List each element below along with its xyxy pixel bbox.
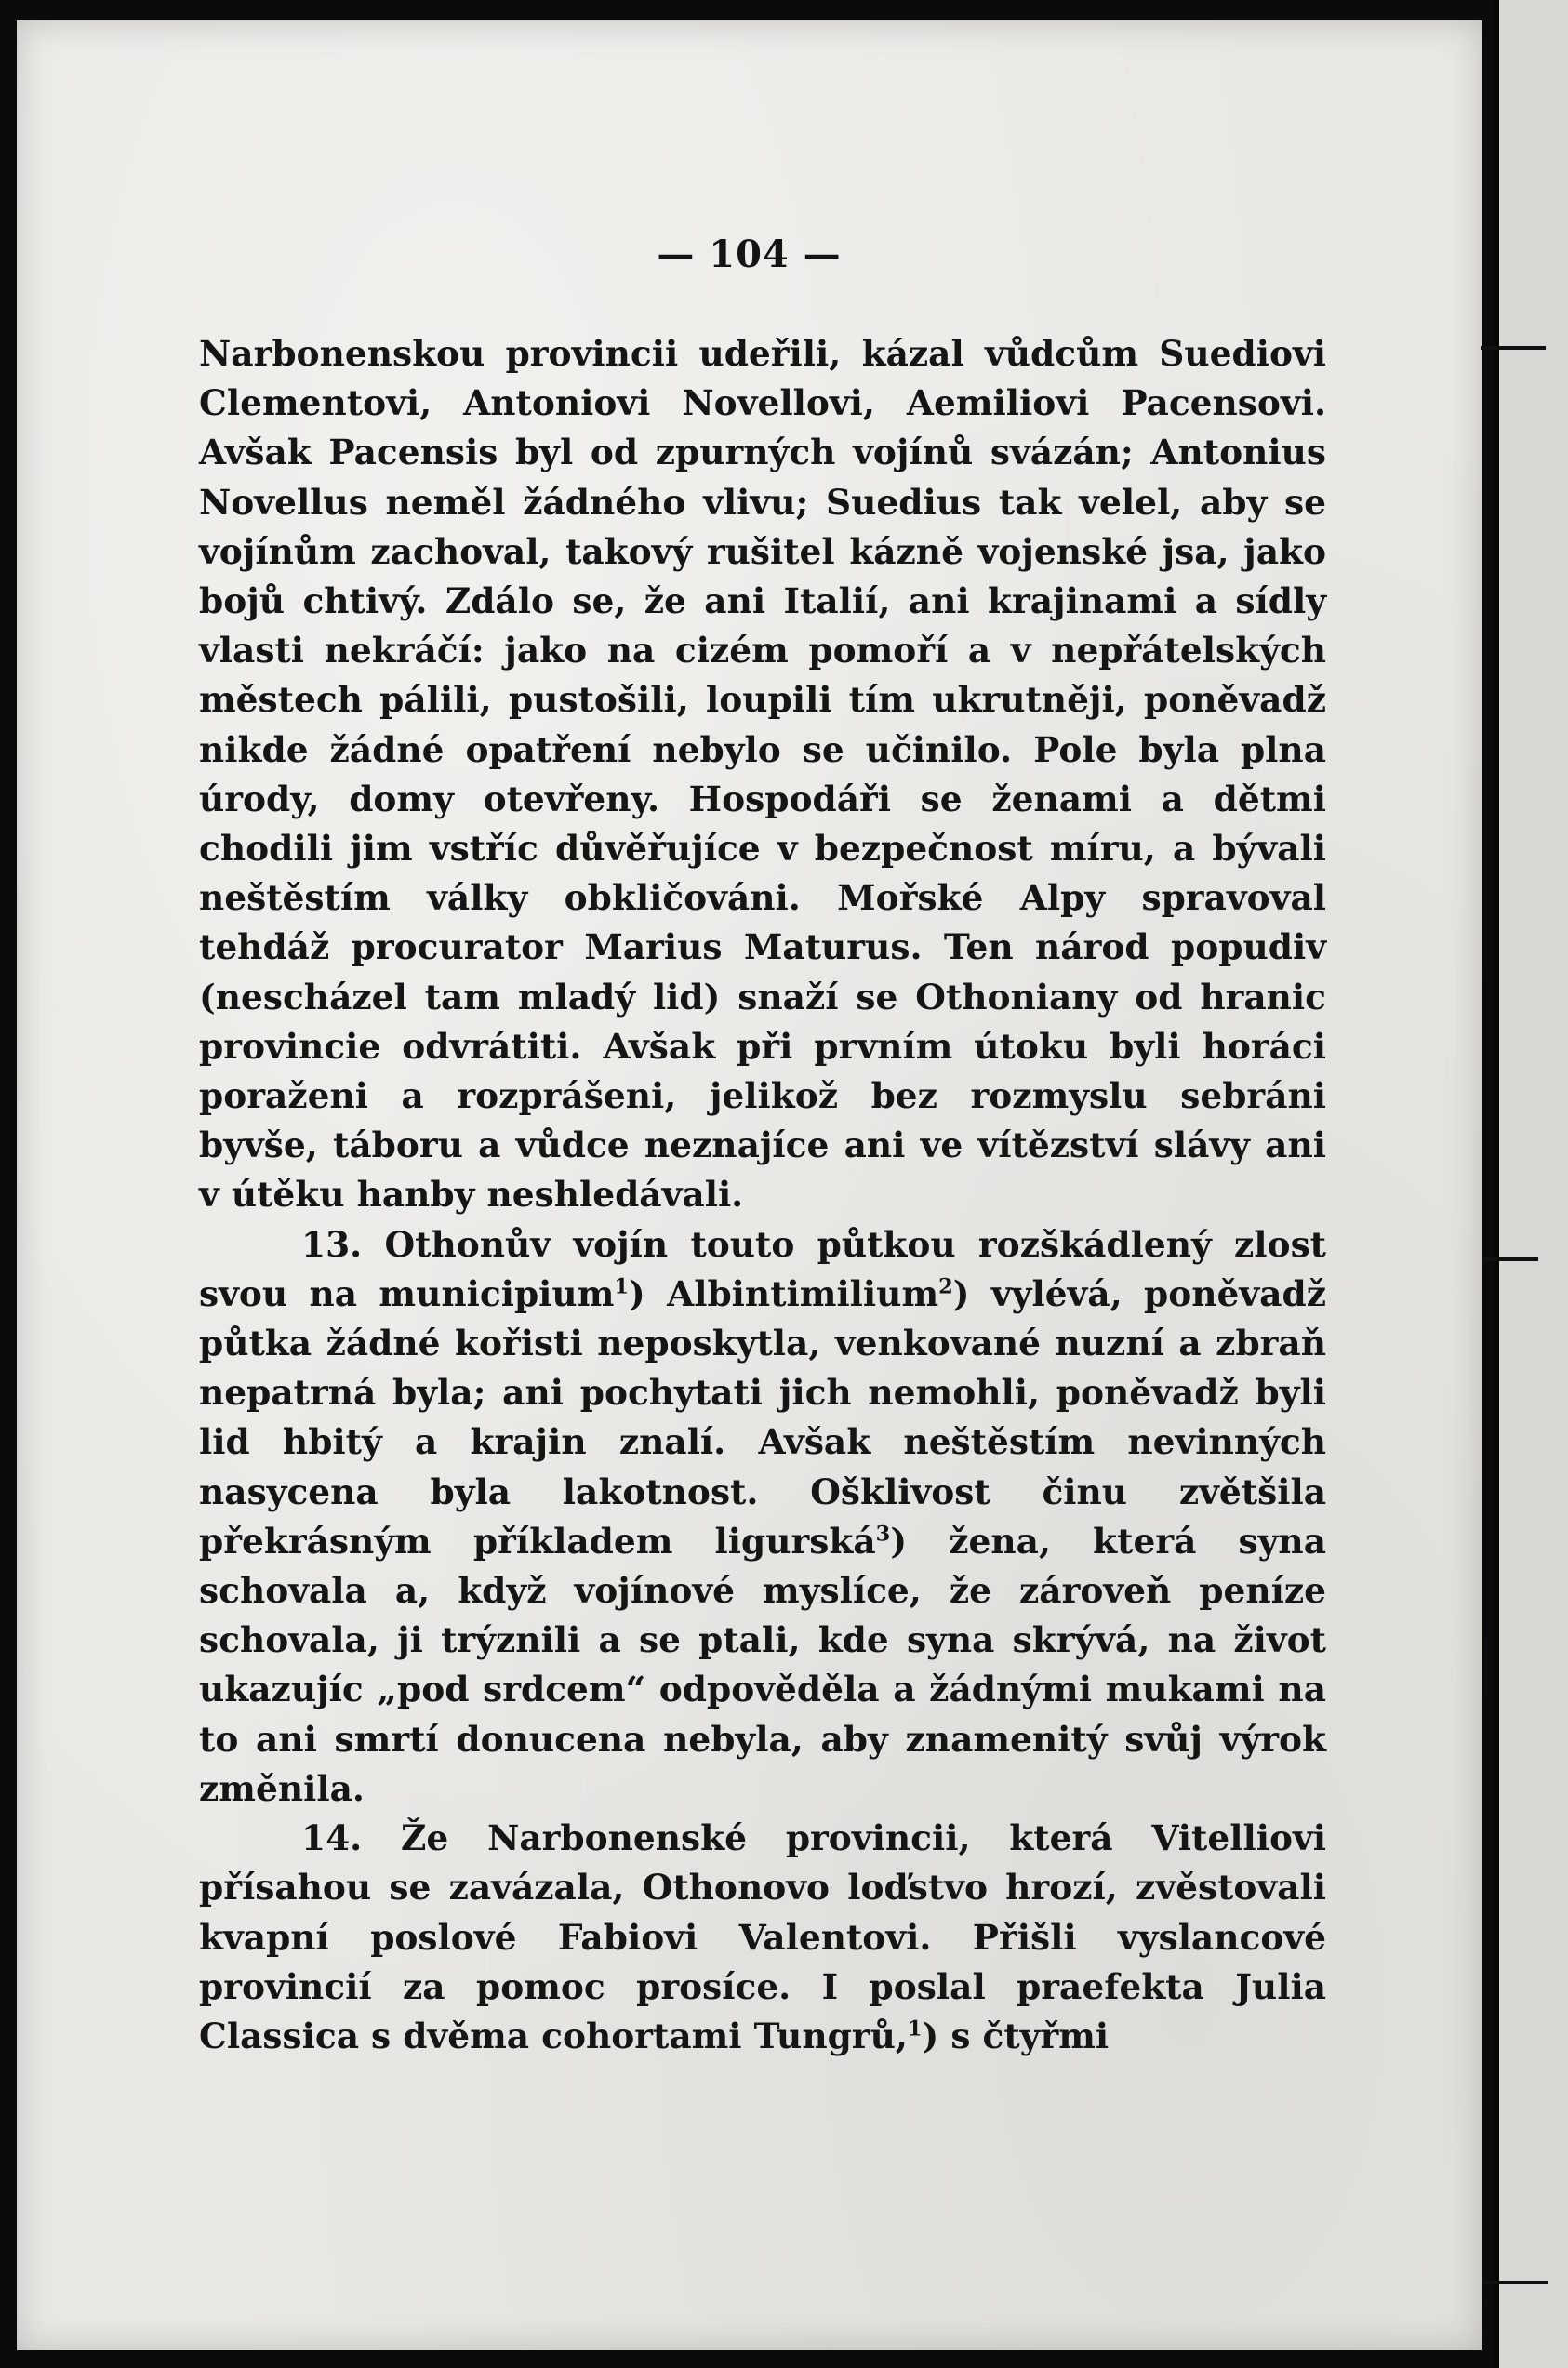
text-run: 14. Že Narbonenské provincii, která Vitelliovi přísahou se zavázala, Othonovo loďstvo hrozí, zvěstovali kvapní poslové Fabiovi Valentovi. Přišli vyslancové provincií za pomoc prosíce. I poslal praefekta Julia Classica s dvěma cohortami Tungrů, <box>199 1817 1326 2056</box>
footnote-marker: 1 <box>614 1274 630 1299</box>
footnote-marker: 2 <box>938 1274 953 1299</box>
paragraph <box>199 1220 1326 1814</box>
book-page <box>17 20 1482 2350</box>
text-run: ) Albintimilium <box>629 1272 939 1314</box>
text-run: ) vylévá, poněvadž půtka žádné kořisti neposkytla, venkované nuzní a zbraň nepatrná byla; ani pochytati jich nemohli, poněvadž byli lid hbitý a krajin znalí. Avšak neštěstím nevinných nasycena byla lakotnost. Ošklivost činu zvětšila překrásným příkladem ligurská <box>199 1272 1327 1562</box>
page-number-header: — 104 — <box>657 233 842 276</box>
paragraph <box>199 329 1326 1220</box>
paragraph <box>199 1814 1326 2061</box>
text-run: Narbonenskou provincii udeřili, kázal vůdcům Suediovi Clementovi, Antoniovi Novellovi, Aemiliovi Pacensovi. Avšak Pacensis byl od zpurných vojínů svázán; Antonius Novellus neměl žádného vlivu; Suedius tak velel, aby se vojínům zachoval, takový rušitel kázně vojenské jsa, jako bojů chtivý. Zdálo se, že ani Italií, ani krajinami a sídly vlasti nekráčí: jako na cizém pomoří a v nepřátelských městech pálili, pustošili, loupili tím ukrutněji, poněvadž nikde žádné opatření nebylo se učinilo. Pole byla plna úrody, domy otevřeny. Hospodáři se ženami a dětmi chodili jim vstříc důvěřujíce v bezpečnost míru, a bývali neštěstím války obkličováni. Mořské Alpy spravoval tehdáž procurator Marius Maturus. Ten národ popudiv (nescházel tam mladý lid) snaží se Othoniany od hranic provincie odvrátiti. Avšak při prvním útoku byli horáci poraženi a rozprášeni, jelikož bez rozmyslu sebráni byvše, táboru a vůdce neznajíce ani ve vítězství slávy ani v útěku hanby neshledávali. <box>199 333 1326 1216</box>
footnote-marker: 3 <box>875 1522 891 1547</box>
adjacent-page-edge <box>1499 0 1568 2368</box>
edge-mark <box>1482 2281 1548 2284</box>
edge-mark <box>1481 346 1546 350</box>
body-text <box>199 329 1326 2061</box>
edge-mark <box>1482 1257 1538 1261</box>
text-run: 13. Othonův vojín touto půtkou rozškádlený zlost svou na municipium <box>199 1223 1326 1314</box>
footnote-marker: 1 <box>907 2016 923 2042</box>
text-run: ) s čtyřmi <box>922 2015 1110 2056</box>
text-run: ) žena, která syna schovala a, když vojínové myslíce, že zároveň peníze schovala, ji trýznili a se ptali, kde syna skrývá, na život ukazujíc „pod srdcem“ odpověděla a žádnými mukami na to ani smrtí donucena nebyla, aby znamenitý svůj výrok změnila. <box>199 1520 1326 1809</box>
